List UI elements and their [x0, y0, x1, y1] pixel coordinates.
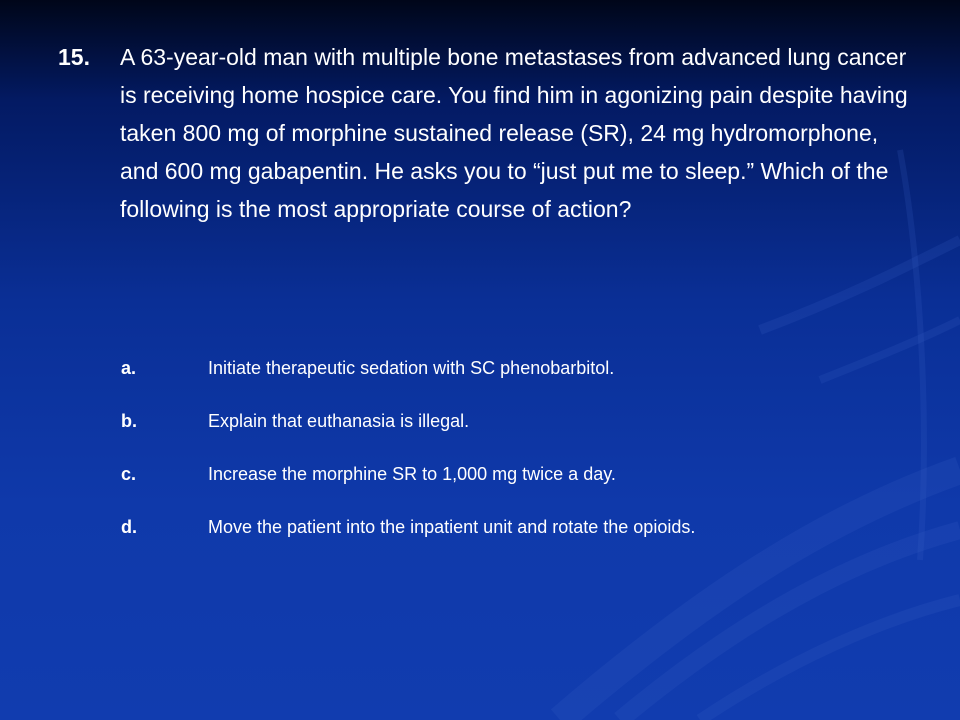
option-letter: b. [121, 411, 137, 431]
question-block [58, 38, 928, 228]
option-text: Increase the morphine SR to 1,000 mg twice a day. [208, 464, 616, 484]
option-a [121, 352, 921, 405]
option-text: Explain that euthanasia is illegal. [208, 411, 470, 431]
option-b [121, 405, 921, 458]
option-d [121, 511, 921, 564]
question-number: 15. [58, 44, 90, 70]
option-text: Move the patient into the inpatient unit and rotate the opioids. [208, 517, 696, 537]
question-text: A 63-year-old man with multiple bone metastases from advanced lung cancer is receiving home hospice care. You find him in agonizing pain despite having taken 800 mg of morphine sustained release (SR), 24 mg hydromorphone, and 600 mg gabapentin. He asks you to “just put me to sleep.” Which of the following is the most appropriate course of action? [120, 44, 908, 222]
option-letter: a. [121, 358, 137, 378]
option-text: Initiate therapeutic sedation with SC phenobarbitol. [208, 358, 615, 378]
option-letter: c. [121, 464, 137, 484]
option-c [121, 458, 921, 511]
option-letter: d. [121, 517, 137, 537]
answer-options [121, 352, 921, 564]
